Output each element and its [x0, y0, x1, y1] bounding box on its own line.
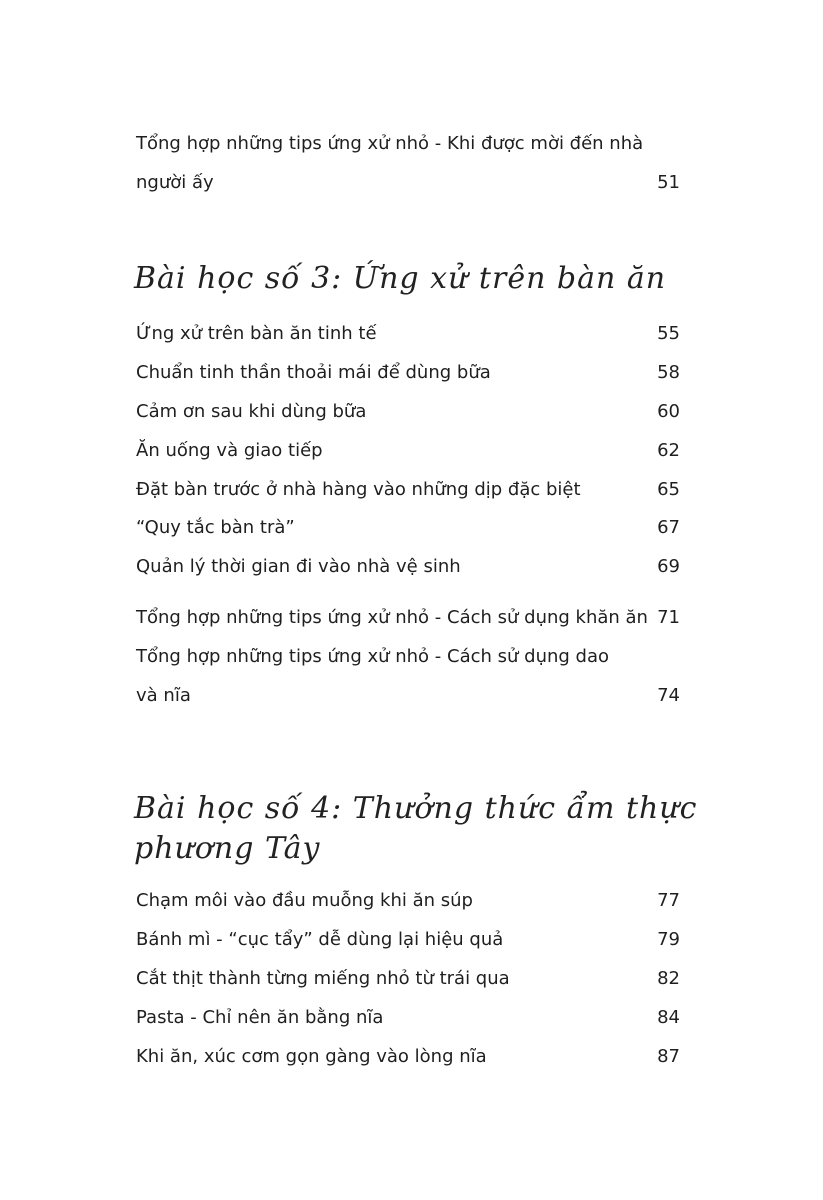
toc-entry-row [136, 1037, 680, 1076]
toc-entry-row [136, 314, 680, 353]
toc-entry-row [136, 508, 680, 547]
toc-entry-page: 84 [657, 1007, 680, 1028]
toc-entry-line [136, 637, 680, 676]
toc-entry [136, 598, 680, 637]
toc-entry-row [136, 547, 680, 586]
toc-entry-text: Pasta - Chỉ nên ăn bằng nĩa [136, 1007, 384, 1028]
toc-entry-row [136, 920, 680, 959]
toc-entry-text: Ứng xử trên bàn ăn tinh tế [136, 323, 377, 344]
toc-entry-row [136, 353, 680, 392]
toc-entry [136, 920, 680, 959]
toc-entry-page: 55 [657, 323, 680, 344]
toc-entry-tips-invited-home [136, 124, 680, 202]
toc-entry [136, 881, 680, 920]
toc-entry-text: Chuẩn tinh thần thoải mái để dùng bữa [136, 362, 491, 383]
toc-entry-line [136, 163, 680, 202]
toc-entry-text: Ăn uống và giao tiếp [136, 440, 323, 461]
toc-entry-text: Bánh mì - “cục tẩy” dễ dùng lại hiệu quả [136, 929, 504, 950]
toc-entry [136, 547, 680, 586]
toc-entry [136, 998, 680, 1037]
toc-entry-text: Cắt thịt thành từng miếng nhỏ từ trái qua [136, 968, 510, 989]
toc-entry-page: 60 [657, 401, 680, 422]
toc-entry-page: 67 [657, 517, 680, 538]
toc-entry-line [136, 676, 680, 715]
toc-entry [136, 431, 680, 470]
toc-entry-line [136, 124, 680, 163]
toc-entry-page: 58 [657, 362, 680, 383]
toc-entry-text: Đặt bàn trước ở nhà hàng vào những dịp đặc biệt [136, 479, 581, 500]
toc-entry-row [136, 998, 680, 1037]
toc-entry-text: Cảm ơn sau khi dùng bữa [136, 401, 367, 422]
toc-entry-text: người ấy [136, 172, 214, 193]
toc-entry-page: 69 [657, 556, 680, 577]
toc-entry-text: Tổng hợp những tips ứng xử nhỏ - Khi được mời đến nhà [136, 133, 644, 154]
toc-entry-page: 79 [657, 929, 680, 950]
section-4-title-line-1: Bài học số 4: Thưởng thức ẩm thực [134, 791, 698, 826]
toc-entry-row [136, 431, 680, 470]
toc-entry-row [136, 959, 680, 998]
toc-entry-row [136, 470, 680, 509]
toc-entry [136, 470, 680, 509]
toc-entry-page: 71 [657, 607, 680, 628]
section-4-title-line-2: phương Tây [134, 831, 321, 866]
section-3-title: Bài học số 3: Ứng xử trên bàn ăn [134, 261, 667, 296]
toc-entry-page: 87 [657, 1046, 680, 1067]
toc-entry [136, 314, 680, 353]
toc-entry [136, 392, 680, 431]
toc-entry-text: Khi ăn, xúc cơm gọn gàng vào lòng nĩa [136, 1046, 487, 1067]
toc-entry-text: Quản lý thời gian đi vào nhà vệ sinh [136, 556, 461, 577]
toc-entry [136, 508, 680, 547]
toc-entry-knife-fork [136, 637, 680, 715]
toc-entry-page: 51 [657, 172, 680, 193]
toc-entry-text: và nĩa [136, 685, 191, 706]
toc-entry-text: Tổng hợp những tips ứng xử nhỏ - Cách sử dụng dao [136, 646, 610, 667]
toc-entry-page: 74 [657, 685, 680, 706]
toc-entry-page: 65 [657, 479, 680, 500]
toc-entry [136, 959, 680, 998]
toc-entry-row [136, 598, 680, 637]
toc-entry-row [136, 881, 680, 920]
toc-entry-row [136, 392, 680, 431]
toc-entry [136, 1037, 680, 1076]
toc-entry-text: “Quy tắc bàn trà” [136, 517, 295, 538]
toc-entry-text: Tổng hợp những tips ứng xử nhỏ - Cách sử dụng khăn ăn [136, 607, 648, 628]
toc-entry-text: Chạm môi vào đầu muỗng khi ăn súp [136, 890, 473, 911]
toc-entry [136, 353, 680, 392]
toc-entry-page: 82 [657, 968, 680, 989]
toc-entry-page: 77 [657, 890, 680, 911]
toc-entry-page: 62 [657, 440, 680, 461]
